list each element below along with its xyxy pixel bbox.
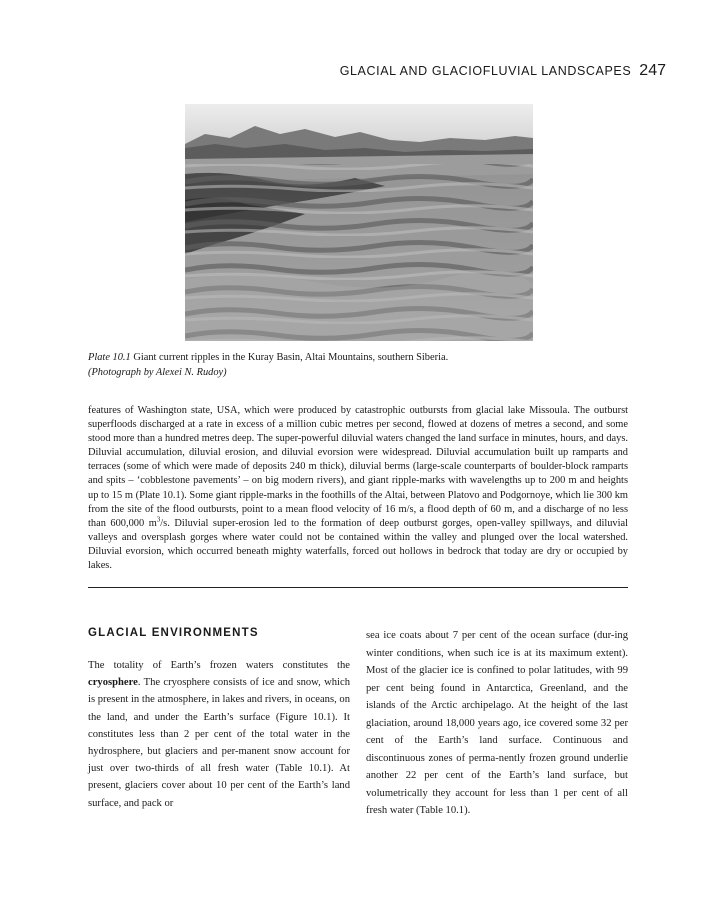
plate-label: Plate 10.1 bbox=[88, 352, 131, 363]
section-heading: GLACIAL ENVIRONMENTS bbox=[88, 627, 259, 639]
superscript: 3 bbox=[156, 515, 161, 524]
body-text-part-2: /s. Diluvial super-erosion led to the formation of deep outburst gorges, open-valley spillways, and diluvial valleys and oversplash gorges where water could not be contained within the valley and plunged over the local watershed. Diluvial evorsion, which occurred beneath mighty waterfalls, forced out hollows in bedrock that today are dry or occupied by lakes. bbox=[88, 517, 628, 572]
plate-image bbox=[185, 104, 533, 341]
right-column-text: sea ice coats about 7 per cent of the ocean surface (dur-ing winter conditions, when such ice is at its maximum extent). Most of the glacier ice is confined to polar latitudes, with 99 per cent being found in Antarctica, Greenland, and the islands of the Arctic archipelago. At the height of the last glaciation, around 18,000 years ago, ice covered some 32 per cent of the Earth’s land surface. Continuous and discontinuous zones of perma-nently frozen ground underlie another 22 per cent of the Earth’s land surface, but volumetrically they account for less than 1 per cent of all fresh water (Table 10.1). bbox=[366, 630, 628, 816]
left-column-text bbox=[88, 657, 350, 812]
body-paragraph bbox=[88, 404, 628, 573]
left-text-b: . The cryosphere consists of ice and snow, which is present in the atmosphere, in lakes and rivers, in oceans, on the land, and under the Earth’s surface (Figure 10.1). It constitutes less than 2 per cent of the total water in the hydrosphere, but glaciers and per-manent snow account for just over two-thirds of all fresh water (Table 10.1). At present, glaciers cover about 10 per cent of the Earth’s land surface, and pack or bbox=[88, 677, 350, 809]
body-text-part-1: features of Washington state, USA, which were produced by catastrophic outbursts from glacial lake Missoula. The outburst superfloods discharged at a rate in excess of a million cubic metres per second, flowed at dozens of metres a second, and some stood more than a hundred metres deep. The super-powerful diluvial waters changed the land surface in minutes, hours, and days. Diluvial accumulation, diluvial erosion, and diluvial evorsion were widespread. Diluvial accumulation built up ramparts and terraces (some of which were made of deposits 240 m thick), diluvial berms (large-scale counterparts of boulder-block ramparts and spits – ‘cobblestone pavements’ – on big modern rivers), and giant ripple-marks with wavelengths up to 200 m and heights up to 15 m (Plate 10.1). Some giant ripple-marks in the foothills of the Altai, between Platovo and Podgornoye, which lie 300 km from the site of the flood outbursts, point to a mean flood velocity of 16 m/s, a flood depth of 60 m, and a discharge of no less than 600,000 m bbox=[88, 405, 628, 529]
running-title: GLACIAL AND GLACIOFLUVIAL LANDSCAPES bbox=[339, 64, 632, 78]
left-column bbox=[88, 627, 350, 812]
plate-caption-text: Giant current ripples in the Kuray Basin, Altai Mountains, southern Siberia. bbox=[133, 352, 449, 363]
plate-credit: (Photograph by Alexei N. Rudoy) bbox=[88, 367, 227, 378]
right-column bbox=[366, 627, 628, 820]
section-divider bbox=[88, 587, 628, 588]
running-header bbox=[340, 62, 666, 80]
page-number: 247 bbox=[639, 62, 666, 79]
left-text-a: The totality of Earth’s frozen waters constitutes the bbox=[88, 660, 350, 671]
key-term: cryosphere bbox=[88, 677, 138, 689]
plate-caption bbox=[88, 350, 648, 380]
plate-photograph bbox=[185, 104, 533, 341]
